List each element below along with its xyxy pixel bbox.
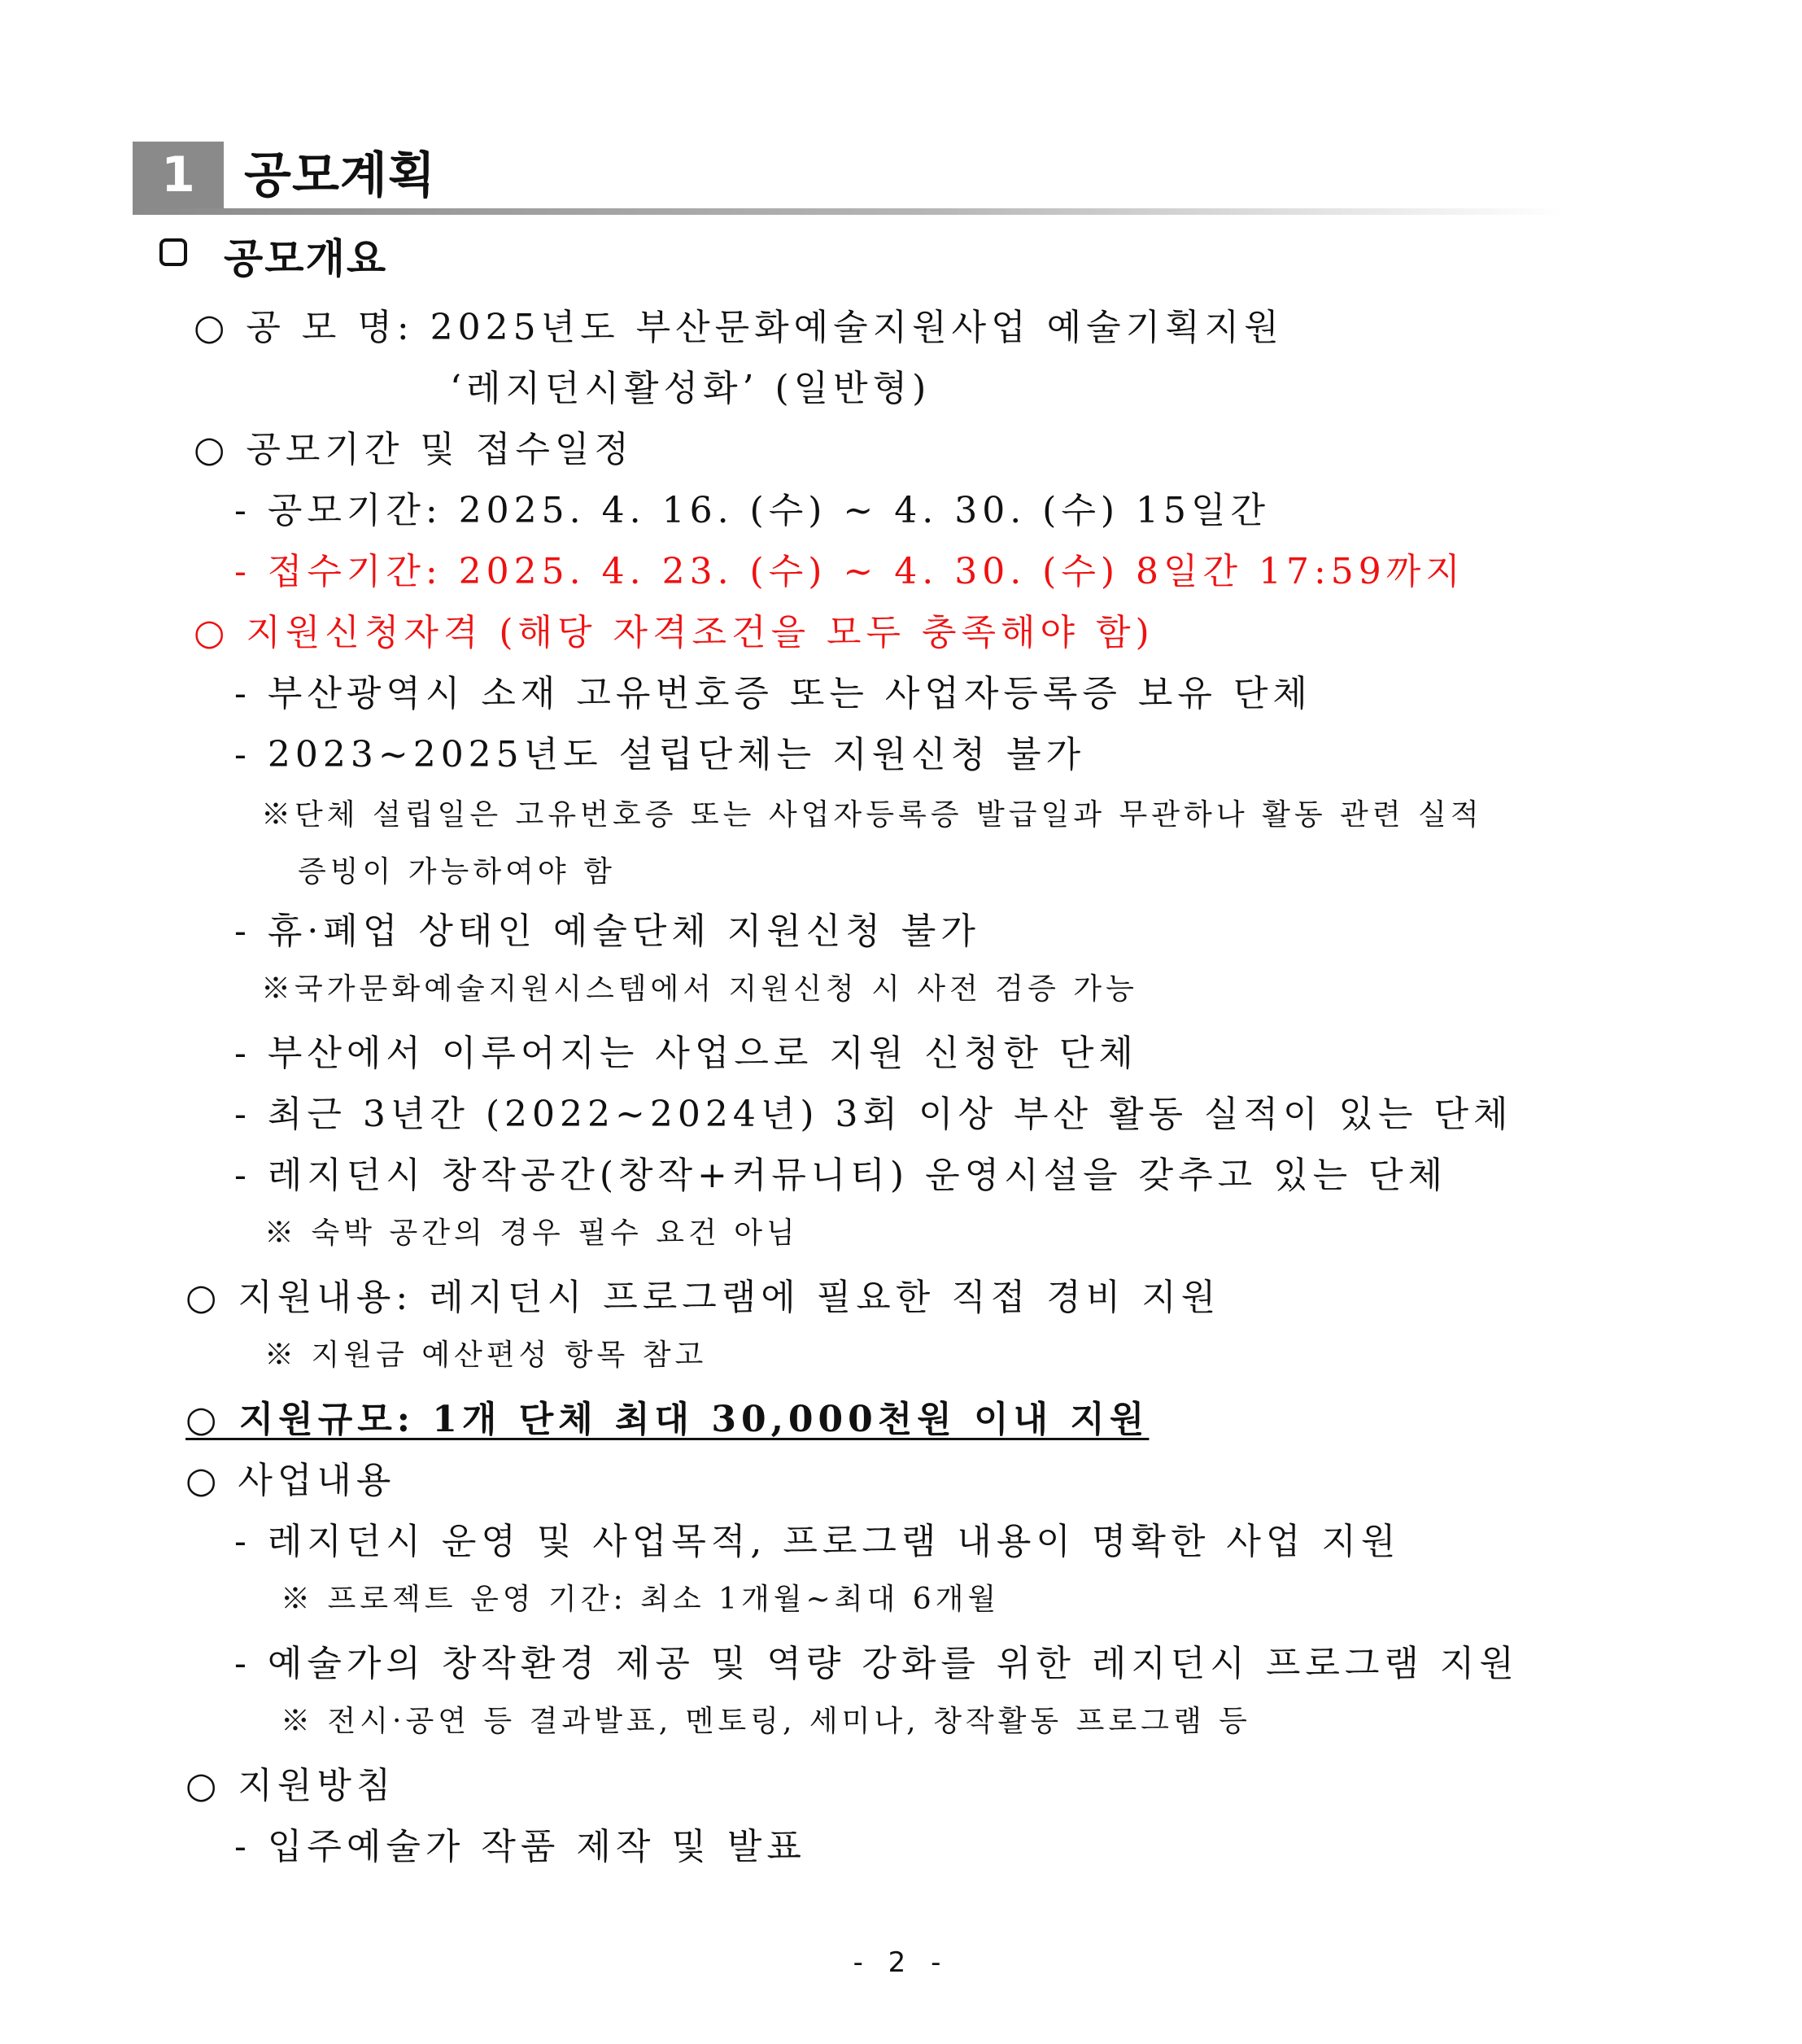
square-bullet-icon: [159, 238, 187, 266]
line-eligibility-2: - 2023~2025년도 설립단체는 지원신청 불가: [234, 734, 1086, 775]
line-business-head: ○ 사업내용: [185, 1460, 396, 1501]
line-name-1: ○ 공 모 명: 2025년도 부산문화예술지원사업 예술기획지원: [194, 307, 1284, 348]
line-eligibility-head: ○ 지원신청자격 (해당 자격조건을 모두 충족해야 함): [194, 612, 1154, 653]
line-eligibility-3: - 휴·폐업 상태인 예술단체 지원신청 불가: [234, 911, 980, 952]
note-eligibility-6: ※ 숙박 공간의 경우 필수 요건 아님: [264, 1216, 799, 1250]
line-scale-head: ○ 지원규모: 1개 단체 최대 30,000천원 이내 지원: [185, 1399, 1150, 1440]
line-eligibility-4: - 부산에서 이루어지는 사업으로 지원 신청한 단체: [234, 1033, 1138, 1074]
note-business-2: ※ 전시·공연 등 결과발표, 멘토링, 세미나, 창작활동 프로그램 등: [281, 1705, 1251, 1738]
line-period-head: ○ 공모기간 및 접수일정: [194, 429, 634, 470]
line-business-1: - 레지던시 운영 및 사업목적, 프로그램 내용이 명확한 사업 지원: [234, 1521, 1401, 1562]
note-content: ※ 지원금 예산편성 항목 참고: [264, 1339, 708, 1372]
line-eligibility-1: - 부산광역시 소재 고유번호증 또는 사업자등록증 보유 단체: [234, 673, 1312, 714]
line-content-head: ○ 지원내용: 레지던시 프로그램에 필요한 직접 경비 지원: [185, 1277, 1221, 1318]
line-eligibility-5: - 최근 3년간 (2022~2024년) 3회 이상 부산 활동 실적이 있는 단체: [234, 1094, 1513, 1135]
line-eligibility-6: - 레지던시 창작공간(창작+커뮤니티) 운영시설을 갖추고 있는 단체: [234, 1155, 1448, 1196]
note-eligibility-2-b: 증빙이 가능하여야 함: [298, 855, 616, 889]
section-title: 공모계획: [244, 147, 436, 204]
section-number-badge: 1: [133, 142, 224, 208]
line-period-2: - 접수기간: 2025. 4. 23. (수) ~ 4. 30. (수) 8일간 17:59까지: [234, 551, 1465, 592]
subsection-title: 공모개요: [224, 235, 388, 282]
page-number: - 2 -: [853, 1946, 949, 1979]
note-eligibility-2-a: ※단체 설립일은 고유번호증 또는 사업자등록증 발급일과 무관하나 활동 관련 실적: [261, 798, 1483, 832]
line-period-1: - 공모기간: 2025. 4. 16. (수) ~ 4. 30. (수) 15일간: [234, 490, 1270, 531]
line-policy-1: - 입주예술가 작품 제작 및 발표: [234, 1826, 806, 1867]
note-business-1: ※ 프로젝트 운영 기간: 최소 1개월~최대 6개월: [281, 1583, 1001, 1616]
line-name-2: ‘레지던시활성화’ (일반형): [450, 368, 932, 409]
section-underline: [133, 208, 1564, 215]
line-business-2: - 예술가의 창작환경 제공 및 역량 강화를 위한 레지던시 프로그램 지원: [234, 1643, 1519, 1684]
line-policy-head: ○ 지원방침: [185, 1765, 396, 1806]
note-eligibility-3: ※국가문화예술지원시스템에서 지원신청 시 사전 검증 가능: [261, 972, 1138, 1006]
